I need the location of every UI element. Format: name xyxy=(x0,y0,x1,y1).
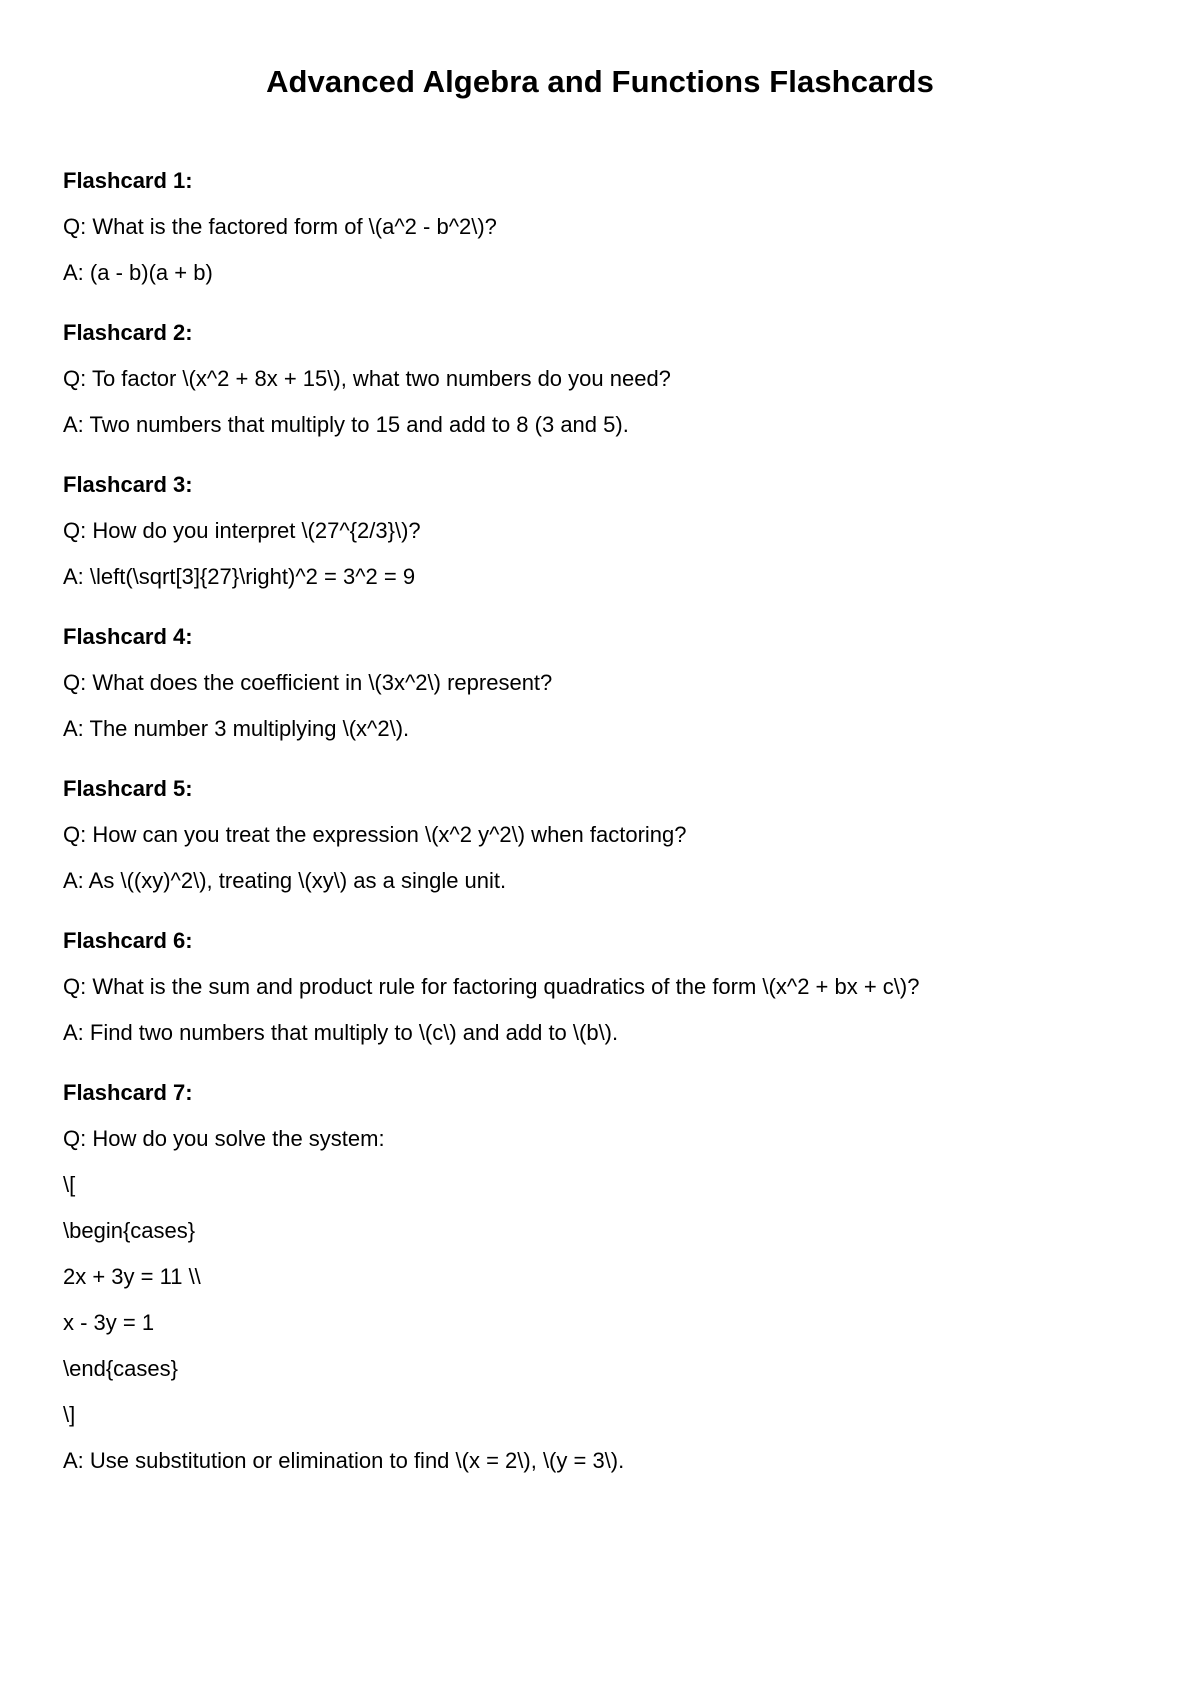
flashcard-3 xyxy=(63,470,1137,592)
flashcard-7 xyxy=(63,1078,1137,1476)
flashcard-math-line: x - 3y = 1 xyxy=(63,1310,155,1335)
flashcard-heading: Flashcard 5: xyxy=(63,776,193,801)
flashcard-question: Q: How do you interpret \(27^{2/3}\)? xyxy=(63,518,421,543)
flashcard-question: Q: How do you solve the system: xyxy=(63,1126,385,1151)
flashcard-6 xyxy=(63,926,1137,1048)
flashcard-heading: Flashcard 7: xyxy=(63,1080,193,1105)
flashcard-question: Q: How can you treat the expression \(x^2 y^2\) when factoring? xyxy=(63,822,687,847)
flashcard-question: Q: What does the coefficient in \(3x^2\) represent? xyxy=(63,670,553,695)
flashcard-answer: A: Use substitution or elimination to find \(x = 2\), \(y = 3\). xyxy=(63,1448,625,1473)
flashcard-1 xyxy=(63,166,1137,288)
flashcard-heading: Flashcard 6: xyxy=(63,928,193,953)
flashcard-2 xyxy=(63,318,1137,440)
document-title: Advanced Algebra and Functions Flashcards xyxy=(266,64,934,99)
flashcard-4 xyxy=(63,622,1137,744)
flashcard-answer: A: Two numbers that multiply to 15 and add to 8 (3 and 5). xyxy=(63,412,629,437)
flashcard-math-line: 2x + 3y = 11 \\ xyxy=(63,1264,201,1289)
flashcard-answer: A: As \((xy)^2\), treating \(xy\) as a single unit. xyxy=(63,868,507,893)
flashcard-answer: A: Find two numbers that multiply to \(c\) and add to \(b\). xyxy=(63,1020,619,1045)
flashcard-answer: A: The number 3 multiplying \(x^2\). xyxy=(63,716,410,741)
flashcard-question: Q: What is the sum and product rule for factoring quadratics of the form \(x^2 + bx + c\)? xyxy=(63,974,920,999)
flashcard-answer: A: (a - b)(a + b) xyxy=(63,260,213,285)
flashcard-math-line: \end{cases} xyxy=(63,1356,178,1381)
flashcard-math-line: \[ xyxy=(63,1172,76,1197)
flashcard-question: Q: To factor \(x^2 + 8x + 15\), what two numbers do you need? xyxy=(63,366,671,391)
flashcard-question: Q: What is the factored form of \(a^2 - b^2\)? xyxy=(63,214,497,239)
flashcard-math-line: \] xyxy=(63,1402,76,1427)
flashcard-heading: Flashcard 4: xyxy=(63,624,193,649)
flashcard-answer: A: \left(\sqrt[3]{27}\right)^2 = 3^2 = 9 xyxy=(63,564,416,589)
flashcard-math-line: \begin{cases} xyxy=(63,1218,196,1243)
flashcard-5 xyxy=(63,774,1137,896)
flashcard-heading: Flashcard 1: xyxy=(63,168,193,193)
flashcard-heading: Flashcard 2: xyxy=(63,320,193,345)
flashcard-heading: Flashcard 3: xyxy=(63,472,193,497)
